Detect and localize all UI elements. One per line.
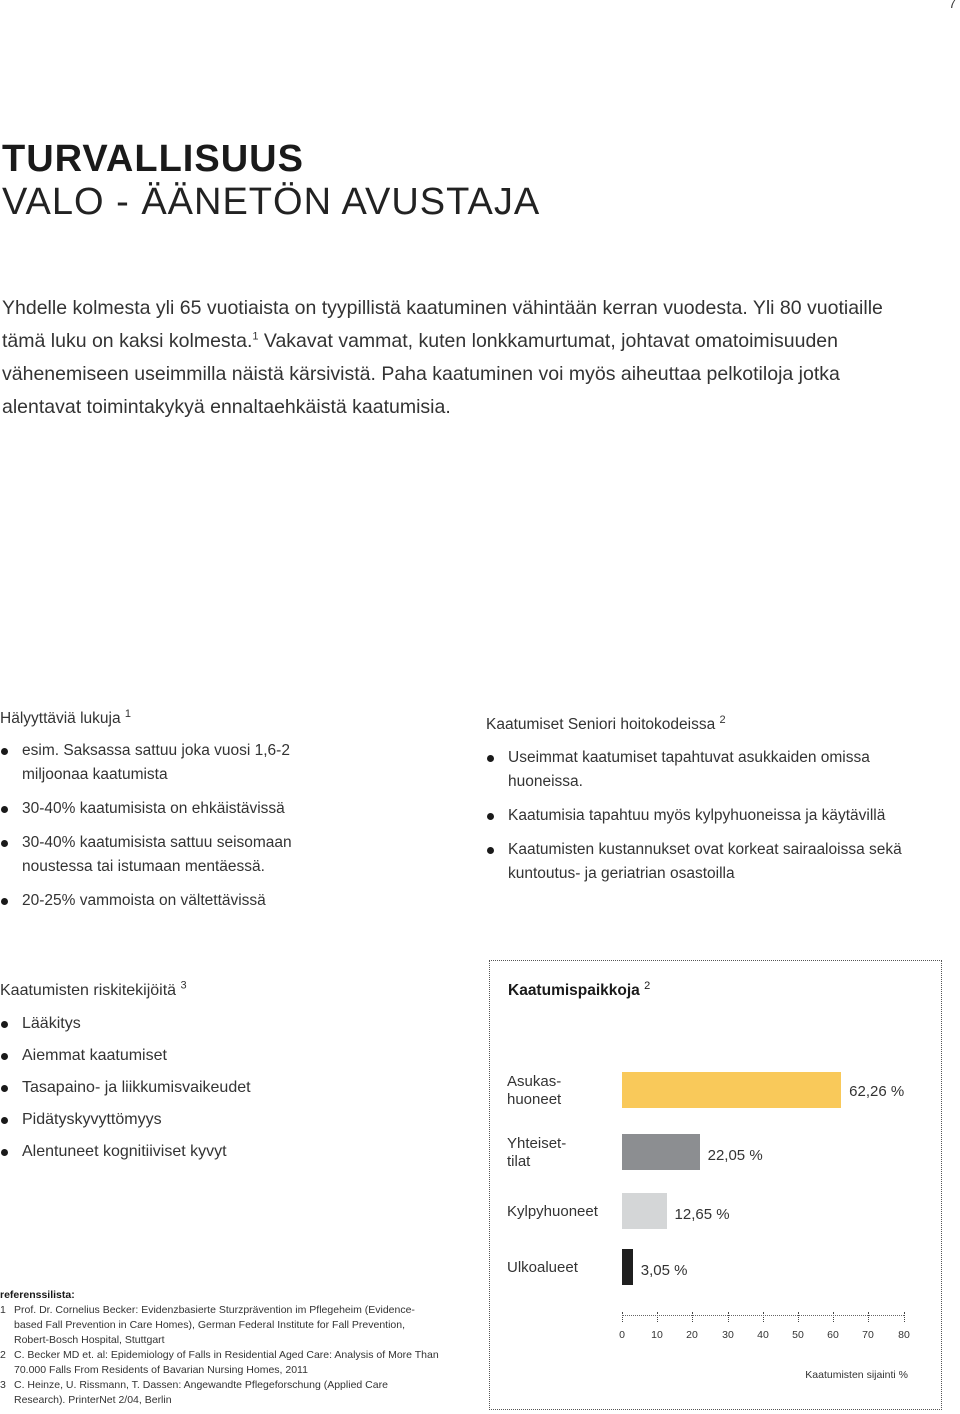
category-label [507,1073,561,1109]
alarming-figures-section [0,707,360,921]
list-item [0,1076,420,1100]
intro-text-1: Yhdelle kolmesta yli 65 vuotiaista on tyypillistä kaatuminen vähintään kerran vuodesta. Yli 80 vuotiaille tämä luku on kaksi kolmesta. [2,297,883,352]
tick-mark [833,1312,834,1322]
reference-text: C. Becker MD et. al: Epidemiology of Falls in Residential Aged Care: Analysis of More Than 70.000 Falls From Residents of Bavarian Nursing Homes, 2011 [14,1349,439,1376]
category-label-line: Yhteiset- [507,1135,567,1152]
category-label-line: huoneet [507,1091,562,1108]
value-label: 12,65 % [674,1206,730,1223]
x-tick-label: 70 [862,1329,874,1341]
list-item-text: 20-25% vammoista on vältettävissä [22,892,266,909]
risk-factors-title [0,979,420,1000]
category-label [507,1135,566,1171]
x-tick-label: 20 [686,1329,698,1341]
bullet-icon [487,755,494,762]
x-tick-label: 0 [619,1329,625,1341]
bar [622,1134,700,1170]
x-tick-label: 60 [827,1329,839,1341]
chart-frame [489,960,942,1410]
category-label-line: Ulkoalueet [507,1259,578,1276]
alarming-figures-title-text: Hälyyttäviä lukuja [0,710,121,727]
list-item [0,1140,420,1164]
senior-homes-section [486,713,926,894]
bullet-icon [1,748,8,755]
intro-footnote-ref: 1 [252,330,259,343]
risk-factors-title-text: Kaatumisten riskitekijöitä [0,982,177,999]
bar [622,1072,841,1108]
bullet-icon [1,1149,8,1156]
bullet-icon [487,847,494,854]
list-item-text: Kaatumisia tapahtuu myös kylpyhuoneissa ja käytävillä [508,807,886,824]
x-axis-line [622,1315,904,1316]
senior-homes-title-text: Kaatumiset Seniori hoitokodeissa [486,716,716,733]
page-number: 7 [948,0,956,11]
list-item [486,838,926,886]
references [0,1288,440,1408]
bullet-icon [1,1021,8,1028]
senior-homes-list [486,746,926,886]
reference-item [0,1348,440,1378]
list-item [0,797,360,821]
reference-text: Prof. Dr. Cornelius Becker: Evidenzbasierte Sturzprävention im Pflegeheim (Evidence-based Fall Prevention in Care Homes), German Federal Institute for Fall Prevention, Robert-Bosch Hospital, Stuttgart [14,1304,415,1346]
list-item [0,831,360,879]
page-subtitle: VALO - ÄÄNETÖN AVUSTAJA [2,181,541,223]
category-label-line: Asukas- [507,1073,562,1090]
list-item [486,746,926,794]
x-axis-label: Kaatumisten sijainti % [805,1369,908,1381]
intro-text-2: Vakavat vammat, kuten lonkkamurtumat, johtavat omatoimisuuden vähenemiseen useimmilla näistä kärsivistä. Paha kaatuminen voi myös aiheuttaa pelkotiloja jotka alentavat toimintakykyä ennaltaehkäistä kaatumisia. [2,330,840,418]
senior-homes-title [486,713,926,734]
list-item [486,804,926,828]
tick-mark [868,1312,869,1322]
list-item-text: Aiemmat kaatumiset [22,1047,167,1064]
list-item [0,889,360,913]
reference-item [0,1303,440,1348]
list-item-text: Useimmat kaatumiset tapahtuvat asukkaiden omissa huoneissa. [508,749,870,790]
category-label [507,1259,578,1277]
alarming-figures-list [0,739,360,913]
bar [622,1249,633,1285]
category-label [507,1203,598,1221]
x-tick-label: 80 [898,1329,910,1341]
list-item [0,739,360,787]
alarming-footnote-ref: 1 [124,707,132,720]
tick-mark [904,1312,905,1322]
value-label: 3,05 % [640,1262,688,1279]
list-item [0,1108,420,1132]
category-label-line: tilat [507,1153,531,1170]
bullet-icon [1,1085,8,1092]
x-tick-label: 30 [722,1329,734,1341]
chart-footnote-ref: 2 [644,979,651,992]
x-tick-label: 50 [792,1329,804,1341]
list-item-text: esim. Saksassa sattuu joka vuosi 1,6-2 miljoonaa kaatumista [22,742,290,783]
page-title: TURVALLISUUS [2,138,304,180]
tick-mark [763,1312,764,1322]
reference-number: 3 [0,1379,6,1391]
risk-factors-section [0,979,420,1172]
list-item [0,1012,420,1036]
risk-factors-list [0,1012,420,1164]
list-item-text: Alentuneet kognitiiviset kyvyt [22,1143,227,1160]
reference-number: 2 [0,1349,6,1361]
bullet-icon [1,1117,8,1124]
references-title: referenssilista: [0,1289,75,1301]
reference-item [0,1378,440,1408]
list-item [0,1044,420,1068]
chart-title [508,979,651,1000]
intro-paragraph [2,292,902,424]
value-label: 62,26 % [849,1083,905,1100]
category-label-line: Kylpyhuoneet [507,1203,598,1220]
list-item-text: Kaatumisten kustannukset ovat korkeat sairaaloissa sekä kuntoutus- ja geriatrian osastoilla [508,841,902,882]
value-label: 22,05 % [707,1147,763,1164]
senior-homes-footnote-ref: 2 [719,713,726,726]
tick-mark [622,1312,623,1322]
tick-mark [692,1312,693,1322]
list-item-text: Tasapaino- ja liikkumisvaikeudet [22,1079,251,1096]
bullet-icon [1,806,8,813]
list-item-text: 30-40% kaatumisista on ehkäistävissä [22,800,285,817]
risk-footnote-ref: 3 [180,979,187,992]
tick-mark [657,1312,658,1322]
reference-text: C. Heinze, U. Rissmann, T. Dassen: Angewandte Pflegeforschung (Applied Care Research). PrinterNet 2/04, Berlin [14,1379,388,1406]
list-item-text: 30-40% kaatumisista sattuu seisomaan noustessa tai istumaan mentäessä. [22,834,292,875]
x-tick-label: 40 [757,1329,769,1341]
reference-number: 1 [0,1304,6,1316]
tick-mark [798,1312,799,1322]
list-item-text: Lääkitys [22,1015,81,1032]
alarming-figures-title [0,707,360,728]
bar [622,1193,667,1229]
chart-title-text: Kaatumispaikkoja [508,982,640,999]
list-item-text: Pidätyskyvyttömyys [22,1111,162,1128]
x-tick-label: 10 [651,1329,663,1341]
bullet-icon [1,898,8,905]
bullet-icon [487,813,494,820]
bullet-icon [1,1053,8,1060]
tick-mark [728,1312,729,1322]
bullet-icon [1,840,8,847]
